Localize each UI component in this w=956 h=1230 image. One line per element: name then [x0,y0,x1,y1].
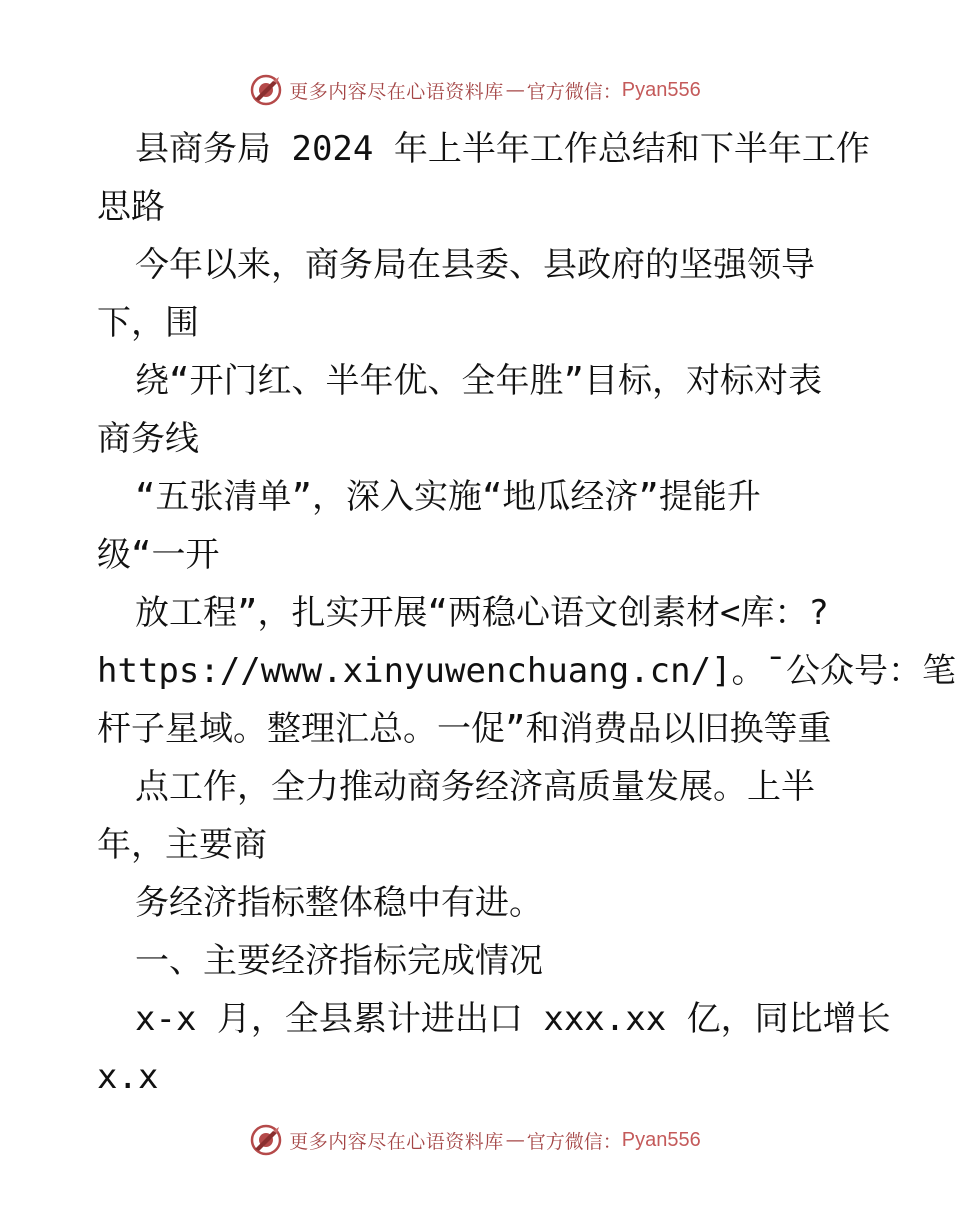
doc-paragraph-line: “五张清单”，深入实施“地瓜经济”提能升 [135,477,761,517]
doc-paragraph-line: x.x [97,1057,159,1097]
doc-paragraph-line: 级“一开 [97,535,220,575]
doc-paragraph-line: 年，主要商 [97,825,267,865]
doc-paragraph-line: 今年以来，商务局在县委、县政府的坚强领导 [135,245,815,285]
footer-banner [0,1120,950,1160]
doc-paragraph-line: https://www.xinyuwenchuang.cn/]。¯公众号：笔 [97,651,956,691]
doc-paragraph-line: 务经济指标整体稳中有进。 [135,883,543,923]
pen-logo-icon [249,1123,283,1157]
doc-paragraph-line: 杆子星域。整理汇总。一促”和消费品以旧换等重 [97,709,832,749]
promo-text: 更多内容尽在心语资料库 [289,80,504,103]
document-body [97,120,956,1106]
wechat-label: 官方微信： [526,1130,622,1153]
section-heading: 一、主要经济指标完成情况 [135,941,543,981]
pen-logo-icon [249,73,283,107]
doc-paragraph-line: 绕“开门红、半年优、全年胜”目标，对标对表 [135,361,822,401]
doc-title-line: 县商务局 2024 年上半年工作总结和下半年工作 [135,129,870,169]
doc-title-line-cont: 思路 [97,187,165,227]
doc-paragraph-line: 下，围 [97,303,199,343]
doc-paragraph-line: x-x 月，全县累计进出口 xxx.xx 亿，同比增长 [135,999,891,1039]
header-banner [0,70,950,110]
promo-text: 更多内容尽在心语资料库 [289,1130,504,1153]
wechat-label: 官方微信： [526,80,622,103]
wechat-id: Pyan556 [621,78,701,101]
doc-paragraph-line: 商务线 [97,419,199,459]
wechat-id: Pyan556 [621,1128,701,1151]
doc-paragraph-line: 放工程”，扎实开展“两稳心语文创素材<库：? [135,593,829,633]
banner-dash: — [505,1129,525,1151]
doc-paragraph-line: 点工作，全力推动商务经济高质量发展。上半 [135,767,815,807]
banner-dash: — [505,79,525,101]
